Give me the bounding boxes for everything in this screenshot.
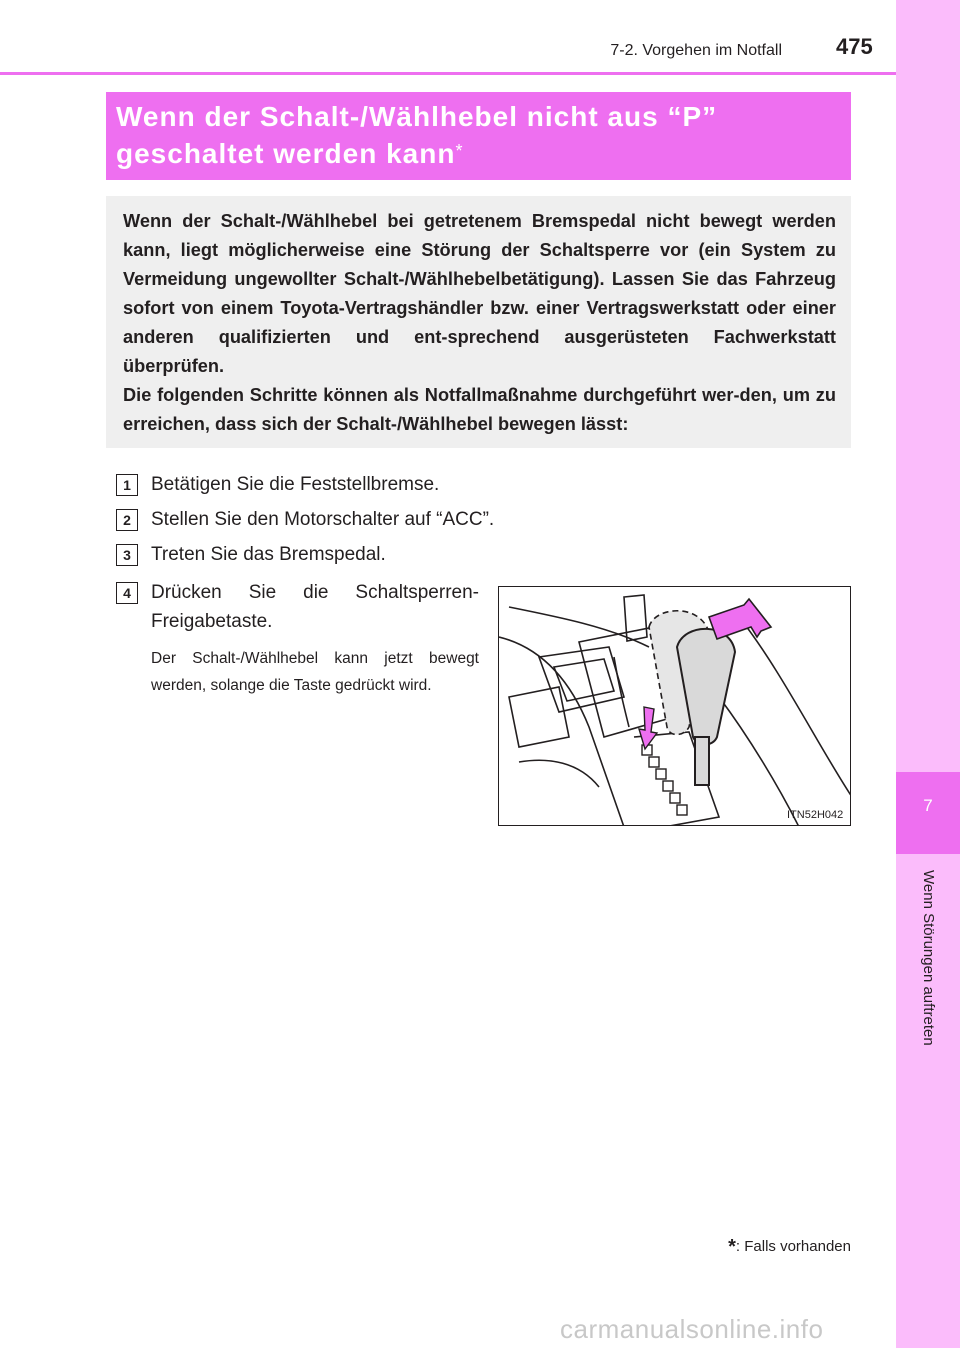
- shift-lever-drawing: [499, 587, 851, 826]
- step-number-3: 3: [116, 544, 138, 566]
- gear-box-3: [677, 805, 687, 815]
- section-title-line1: Wenn der Schalt-/Wählhebel nicht aus “P”: [116, 101, 718, 132]
- small-lever-shaft: [624, 595, 647, 641]
- illustration-code: ITN52H042: [787, 809, 844, 821]
- gear-box-s: [670, 793, 680, 803]
- section-title: [106, 92, 851, 172]
- running-header-section: 7-2. Vorgehen im Notfall: [610, 42, 782, 59]
- movement-arrow-icon: [709, 599, 771, 639]
- step-number-4: 4: [116, 582, 138, 604]
- step-number-2: 2: [116, 509, 138, 531]
- intro-paragraph-2: Die folgenden Schritte können als Notfallmaßnahme durchgeführt wer-den, um zu erreichen, dass sich der Schalt-/Wählhebel bewegen lässt:: [123, 385, 836, 434]
- footnote-text: : Falls vorhanden: [735, 1238, 851, 1255]
- step-text-4: Drücken Sie die Schaltsperren-Freigabetaste.: [151, 582, 479, 632]
- shift-lock-illustration: [498, 586, 851, 826]
- footnote: [710, 1236, 851, 1259]
- section-title-line2: geschaltet werden kann: [116, 138, 456, 169]
- intro-paragraph-1: Wenn der Schalt-/Wählhebel bei getretenem Bremspedal nicht bewegt werden kann, liegt möglicherweise eine Störung der Schaltsperre vor (ein System zu Vermeidung ungewollter Schalt-/Wählhebelbetätigung). Lassen Sie das Fahrzeug sofort von einem Toyota-Vertragshändler bzw. einer Vertragswerkstatt oder einer anderen qualifizierten und ent-sprechend ausgerüsteten Fachwerkstatt überprüfen.: [123, 211, 836, 376]
- gear-box-d: [663, 781, 673, 791]
- storage-tray: [509, 687, 569, 747]
- intro-box: [106, 196, 851, 448]
- watermark: carmanualsonline.info: [560, 1314, 824, 1344]
- shift-lever-shaft: [695, 737, 709, 785]
- header-rule: [0, 72, 896, 75]
- footnote-marker: *: [728, 1236, 736, 1258]
- console-right-edge: [739, 617, 851, 797]
- release-button-arrow-icon: [639, 707, 657, 749]
- step-text-1: Betätigen Sie die Feststellbremse.: [151, 474, 440, 495]
- side-tab-strip: [896, 0, 960, 1348]
- gear-boot-fold: [614, 657, 629, 727]
- step-number-1: 1: [116, 474, 138, 496]
- cup-holder-outline: [539, 647, 624, 712]
- optional-marker: *: [455, 141, 464, 161]
- console-right-inner: [719, 697, 799, 826]
- gear-box-r: [649, 757, 659, 767]
- section-title-box: [106, 92, 851, 180]
- chapter-title: Wenn Störungen auftreten: [920, 870, 937, 1046]
- step-4-note: Der Schalt-/Wählhebel kann jetzt bewegt werden, solange die Taste gedrückt wird.: [151, 650, 479, 694]
- lower-console-line: [519, 760, 599, 787]
- page-number: 475: [836, 34, 873, 59]
- chapter-number: 7: [923, 796, 933, 815]
- step-text-2: Stellen Sie den Motorschalter auf “ACC”.: [151, 509, 495, 530]
- step-text-3: Treten Sie das Bremspedal.: [151, 544, 386, 565]
- gear-box-n: [656, 769, 666, 779]
